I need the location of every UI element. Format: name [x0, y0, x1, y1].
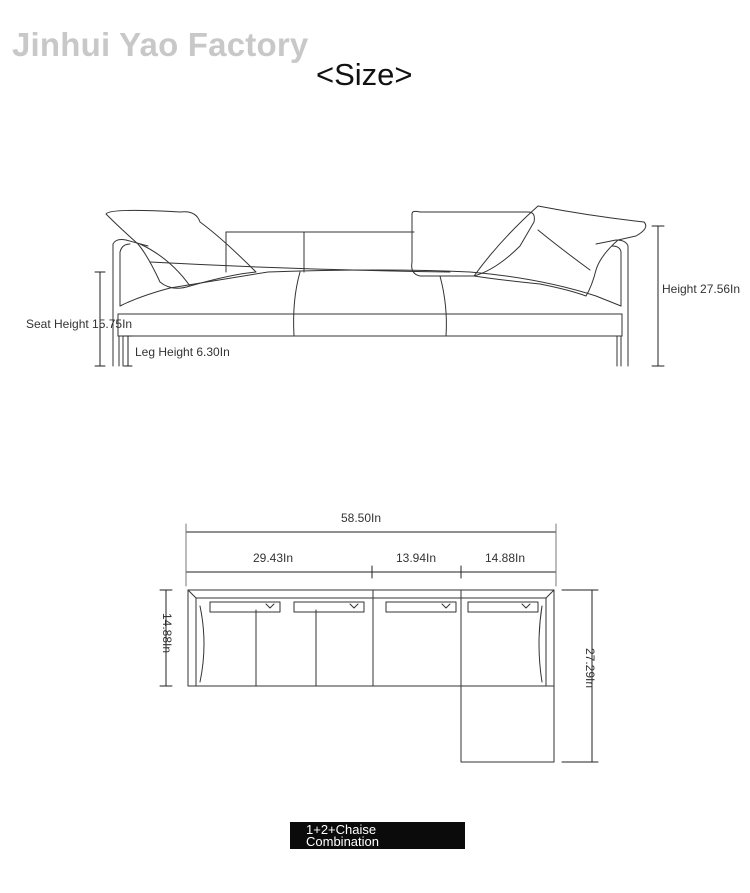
sofa-top-view: [160, 524, 598, 762]
depth-label: 14.88In: [160, 613, 174, 654]
chaise-depth-label: 27.29In: [583, 648, 597, 689]
section-2-width-label: 13.94In: [396, 551, 437, 565]
page-title: <Size>: [316, 57, 413, 92]
sofa-front-view: [95, 206, 664, 366]
badge-line-1: 1+2+Chaise: [306, 822, 377, 837]
seat-height-label: Seat Height 15.75In: [26, 317, 133, 331]
leg-height-label: Leg Height 6.30In: [135, 345, 230, 359]
height-label: Height 27.56In: [662, 282, 741, 296]
watermark: Jinhui Yao Factory: [12, 26, 309, 63]
section-3-width-label: 14.88In: [485, 551, 526, 565]
badge-line-2: Combination: [306, 834, 379, 849]
overall-width-label: 58.50In: [341, 511, 382, 525]
section-1-width-label: 29.43In: [253, 551, 294, 565]
combination-badge: [290, 822, 465, 849]
